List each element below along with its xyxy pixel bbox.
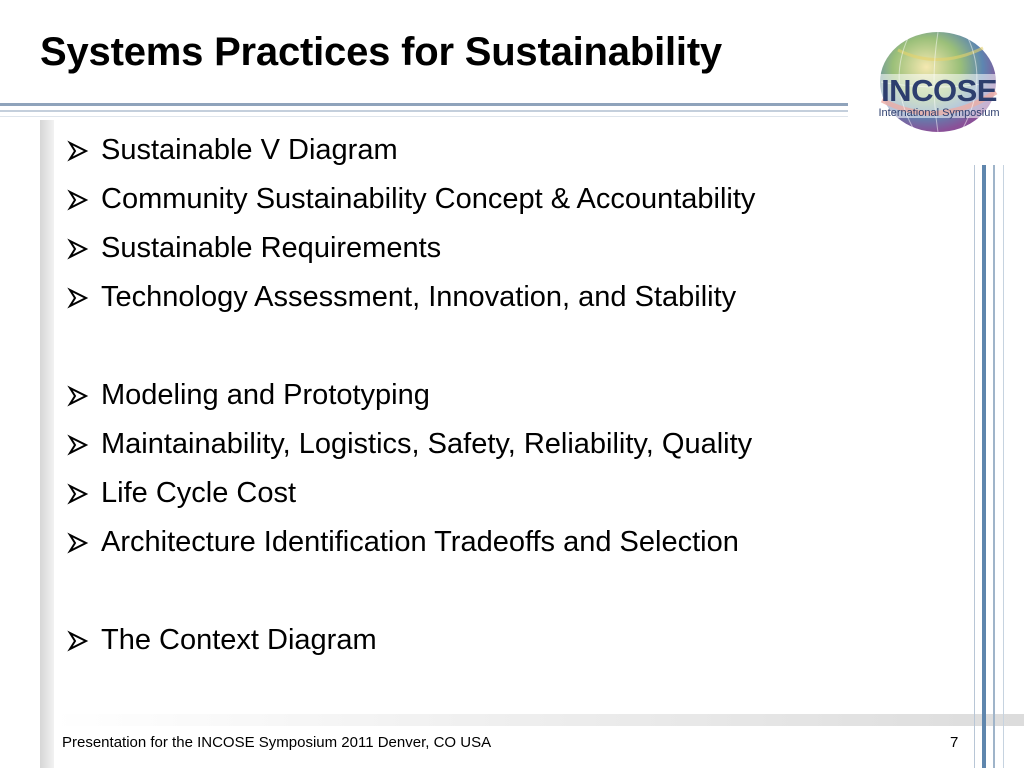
bullet-text: Community Sustainability Concept & Accountability	[101, 183, 756, 215]
bullet-text: Architecture Identification Tradeoffs and Selection	[101, 526, 739, 558]
bullet-text: Sustainable V Diagram	[101, 134, 398, 166]
header-rule	[0, 110, 848, 112]
bullet-text: Maintainability, Logistics, Safety, Reliability, Quality	[101, 428, 753, 460]
bullet-text: Modeling and Prototyping	[101, 379, 430, 411]
arrow-bullet-icon	[64, 431, 92, 459]
right-decorative-line	[1003, 165, 1004, 768]
logo-wordmark: INCOSE	[881, 73, 997, 108]
slide-title: Systems Practices for Sustainability	[40, 30, 722, 74]
bullet-item	[64, 616, 964, 665]
header-rule	[0, 103, 848, 106]
bottom-decorative-band	[54, 714, 1024, 726]
bullet-item	[64, 420, 964, 469]
bullet-item	[64, 224, 964, 273]
bullet-text: Technology Assessment, Innovation, and Stability	[101, 281, 737, 313]
right-decorative-line	[974, 165, 975, 768]
bullet-item	[64, 469, 964, 518]
bullet-item	[64, 126, 964, 175]
arrow-bullet-icon	[64, 137, 92, 165]
page-number: 7	[950, 734, 959, 751]
bullet-item	[64, 371, 964, 420]
left-decorative-strip	[40, 120, 54, 768]
right-decorative-line	[993, 165, 995, 768]
arrow-bullet-icon	[64, 480, 92, 508]
bullet-item	[64, 518, 964, 567]
bullet-item	[64, 273, 964, 322]
bullet-item	[64, 175, 964, 224]
incose-logo	[868, 30, 1008, 140]
bullet-text: Life Cycle Cost	[101, 477, 297, 509]
header-rule	[0, 116, 848, 117]
arrow-bullet-icon	[64, 186, 92, 214]
bullet-text: The Context Diagram	[101, 624, 377, 656]
arrow-bullet-icon	[64, 382, 92, 410]
arrow-bullet-icon	[64, 284, 92, 312]
footer-text: Presentation for the INCOSE Symposium 2011 Denver, CO USA	[62, 734, 492, 751]
arrow-bullet-icon	[64, 627, 92, 655]
logo-subtitle: International Symposium	[878, 107, 1000, 119]
arrow-bullet-icon	[64, 235, 92, 263]
bullet-list	[64, 126, 964, 665]
bullet-text: Sustainable Requirements	[101, 232, 442, 264]
right-decorative-line	[982, 165, 986, 768]
arrow-bullet-icon	[64, 529, 92, 557]
